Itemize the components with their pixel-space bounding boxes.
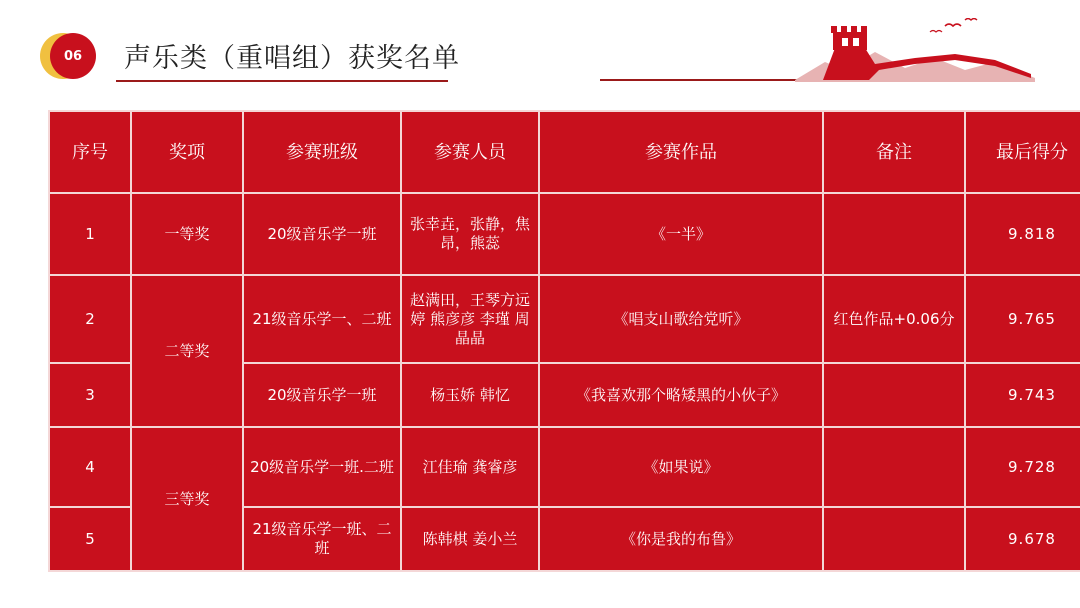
section-badge [40,33,102,79]
table-row [49,193,1080,275]
cell-work: 《我喜欢那个略矮黑的小伙子》 [539,363,823,427]
cell-members: 陈韩棋 姜小兰 [401,507,539,571]
table-row [49,427,1080,507]
cell-note [823,363,965,427]
col-header-class: 参赛班级 [243,111,401,193]
cell-no: 2 [49,275,131,363]
cell-work: 《唱支山歌给党听》 [539,275,823,363]
col-header-note: 备注 [823,111,965,193]
cell-note: 红色作品+0.06分 [823,275,965,363]
cell-class: 21级音乐学一、二班 [243,275,401,363]
award-table-container [48,110,1068,568]
col-header-work: 参赛作品 [539,111,823,193]
great-wall-icon [795,18,1035,82]
cell-work: 《一半》 [539,193,823,275]
col-header-award: 奖项 [131,111,243,193]
cell-members: 江佳瑜 龚睿彦 [401,427,539,507]
cell-score: 9.678 [965,507,1080,571]
cell-no: 5 [49,507,131,571]
section-number: 06 [50,33,96,79]
cell-award: 三等奖 [131,427,243,571]
cell-members: 张幸垚，张静，焦昂，熊蕊 [401,193,539,275]
title-underline [116,80,448,82]
cell-class: 21级音乐学一班、二班 [243,507,401,571]
col-header-members: 参赛人员 [401,111,539,193]
cell-score: 9.765 [965,275,1080,363]
page-title: 声乐类（重唱组）获奖名单 [124,43,460,74]
cell-score: 9.728 [965,427,1080,507]
cell-no: 4 [49,427,131,507]
cell-note [823,193,965,275]
cell-score: 9.743 [965,363,1080,427]
table-row [49,275,1080,363]
slide-header [0,0,1080,100]
table-header-row [49,111,1080,193]
cell-note [823,427,965,507]
cell-class: 20级音乐学一班.二班 [243,427,401,507]
cell-award: 二等奖 [131,275,243,427]
cell-score: 9.818 [965,193,1080,275]
cell-no: 1 [49,193,131,275]
cell-class: 20级音乐学一班 [243,193,401,275]
col-header-score: 最后得分 [965,111,1080,193]
cell-work: 《如果说》 [539,427,823,507]
cell-award: 一等奖 [131,193,243,275]
col-header-no: 序号 [49,111,131,193]
cell-members: 赵满田，王琴方远婷 熊彦彦 李瑾 周晶晶 [401,275,539,363]
cell-work: 《你是我的布鲁》 [539,507,823,571]
award-table [48,110,1080,572]
cell-class: 20级音乐学一班 [243,363,401,427]
cell-members: 杨玉娇 韩忆 [401,363,539,427]
cell-no: 3 [49,363,131,427]
cell-note [823,507,965,571]
